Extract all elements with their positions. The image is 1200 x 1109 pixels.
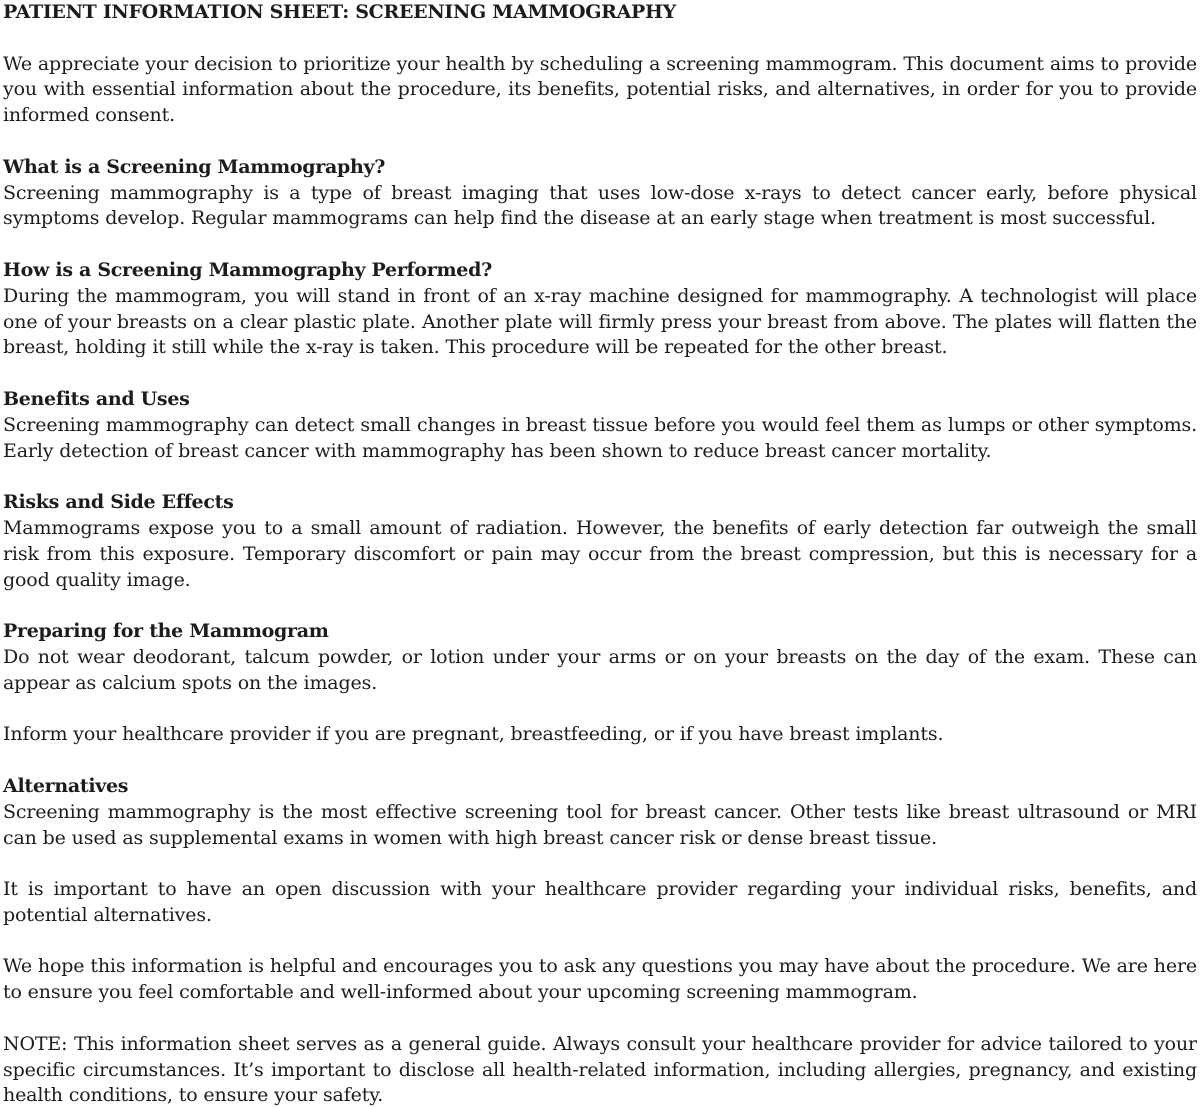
information-sheet: [3, 0, 1197, 1109]
document-title: PATIENT INFORMATION SHEET: SCREENING MAMMOGRAPHY: [3, 1, 676, 23]
spacer: [3, 697, 1197, 723]
spacer: [3, 129, 1197, 155]
spacer: [3, 929, 1197, 955]
section-paragraph: Screening mammography can detect small changes in breast tissue before you would feel them as lumps or other symptoms. Early detection of breast cancer with mammography has been shown to reduce breast cancer mortality.: [3, 413, 1197, 462]
section-paragraph: Screening mammography is the most effective screening tool for breast cancer. Other tests like breast ultrasound or MRI can be used as supplemental exams in women with high breast cancer risk or dense breast tissue.: [3, 800, 1197, 849]
spacer: [3, 593, 1197, 619]
spacer: [3, 26, 1197, 52]
spacer: [3, 232, 1197, 258]
spacer: [3, 748, 1197, 774]
section-heading-what-is: What is a Screening Mammography?: [3, 155, 386, 178]
spacer: [3, 851, 1197, 877]
spacer: [3, 361, 1197, 387]
section-heading-benefits: Benefits and Uses: [3, 387, 190, 410]
section-paragraph: Do not wear deodorant, talcum powder, or lotion under your arms or on your breasts on the day of the exam. These can appear as calcium spots on the images.: [3, 645, 1197, 694]
section-heading-risks: Risks and Side Effects: [3, 491, 234, 514]
section-heading-how-performed: How is a Screening Mammography Performed?: [3, 258, 492, 281]
section-paragraph: Screening mammography is a type of breast imaging that uses low-dose x-rays to detect cancer early, before physical symptoms develop. Regular mammograms can help find the disease at an early stage when treatment is most successful.: [3, 181, 1197, 230]
section-heading-preparing: Preparing for the Mammogram: [3, 620, 329, 643]
spacer: [3, 1006, 1197, 1032]
section-paragraph: During the mammogram, you will stand in front of an x-ray machine designed for mammography. A technologist will place one of your breasts on a clear plastic plate. Another plate will firmly press your breast from above. The plates will flatten the breast, holding it still while the x-ray is taken. This procedure will be repeated for the other breast.: [3, 284, 1197, 359]
intro-paragraph: We appreciate your decision to prioritize your health by scheduling a screening mammogram. This document aims to provide you with essential information about the procedure, its benefits, potential risks, and alternatives, in order for you to provide informed consent.: [3, 52, 1197, 127]
closing-paragraph: We hope this information is helpful and encourages you to ask any questions you may have about the procedure. We are here to ensure you feel comfortable and well-informed about your upcoming screening mammogram.: [3, 955, 1197, 1004]
section-paragraph: Mammograms expose you to a small amount of radiation. However, the benefits of early detection far outweigh the small risk from this exposure. Temporary discomfort or pain may occur from the breast compression, but this is necessary for a good quality image.: [3, 516, 1197, 591]
section-paragraph: Inform your healthcare provider if you are pregnant, breastfeeding, or if you have breast implants.: [3, 723, 944, 746]
section-heading-alternatives: Alternatives: [3, 774, 129, 797]
discussion-paragraph: It is important to have an open discussion with your healthcare provider regarding your individual risks, benefits, and potential alternatives.: [3, 878, 1197, 926]
spacer: [3, 464, 1197, 490]
note-paragraph: NOTE: This information sheet serves as a general guide. Always consult your healthcare provider for advice tailored to your specific circumstances. It’s important to disclose all health-related information, including allergies, pregnancy, and existing health conditions, to ensure your safety.: [3, 1032, 1197, 1107]
